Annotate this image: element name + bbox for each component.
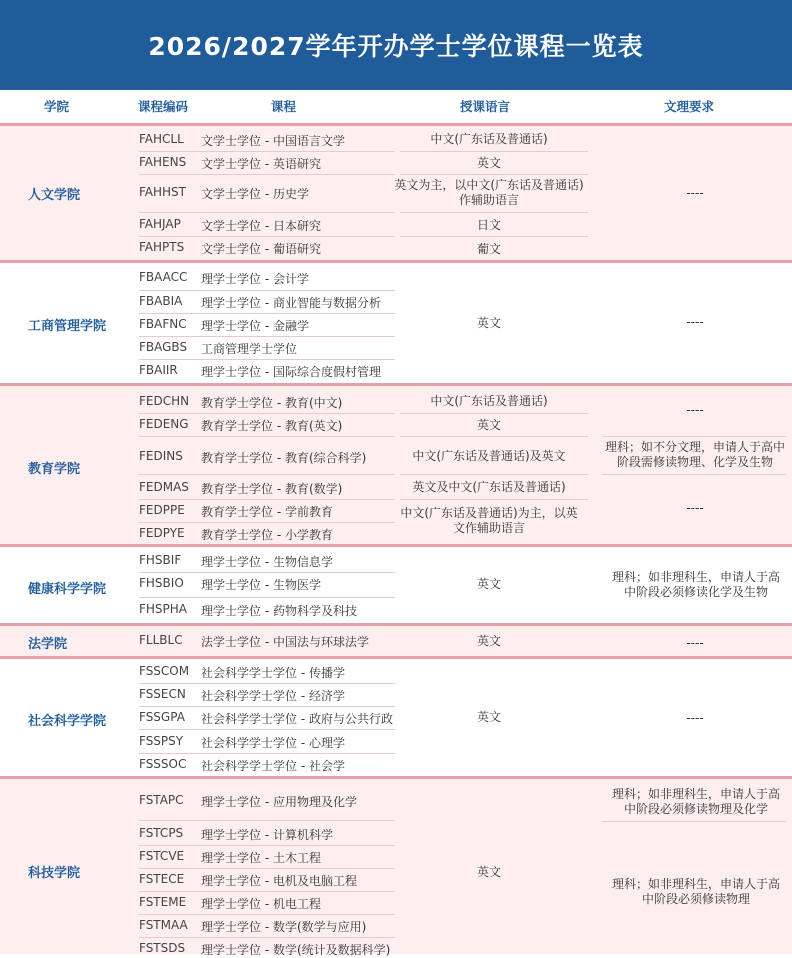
row-divider — [139, 729, 395, 730]
course-code: FEDMAS — [139, 480, 189, 494]
section-business — [0, 263, 792, 383]
course-language: 英文为主，以中文(广东话及普通话)作辅助语言 — [394, 178, 584, 207]
row-divider — [139, 313, 395, 314]
course-name: 理学士学位 - 数学(统计及数据科学) — [201, 943, 391, 957]
course-name: 理学士学位 - 生物信息学 — [201, 555, 333, 569]
course-code: FBAGBS — [139, 340, 188, 354]
requirement: ---- — [686, 711, 704, 725]
course-language: 英文 — [476, 156, 501, 170]
requirement: 理科；如不分文理，申请人于高中阶段需修读物理、化学及生物 — [604, 440, 785, 469]
page-title: 2026/2027学年开办学士学位课程一览表 — [148, 32, 644, 61]
course-language: 英文 — [476, 418, 501, 432]
row-divider — [139, 868, 395, 869]
course-language: 英文 — [476, 577, 501, 591]
course-language: 英文 — [476, 710, 501, 724]
row-divider — [139, 174, 395, 175]
requirement: 理科；如非理科生，申请人于高中阶段必须修读化学及生物 — [611, 570, 780, 599]
course-language: 中文(广东话及普通话)为主，以英文作辅助语言 — [400, 506, 578, 535]
course-language: 葡文 — [476, 242, 501, 256]
college-name: 法学院 — [28, 637, 68, 652]
row-divider — [400, 212, 588, 213]
row-divider — [139, 436, 395, 437]
section-health — [0, 547, 792, 623]
row-divider — [139, 891, 395, 892]
section-education — [0, 386, 792, 544]
row-divider — [139, 151, 395, 152]
course-name: 社会科学学士学位 - 政府与公共行政 — [201, 712, 393, 726]
course-code: FEDENG — [139, 417, 189, 431]
requirement: ---- — [686, 403, 704, 417]
course-code: FHSPHA — [139, 602, 188, 616]
course-name: 教育学士学位 - 小学教育 — [201, 528, 333, 542]
course-code: FEDCHN — [139, 394, 190, 408]
course-code: FSTCPS — [139, 826, 184, 840]
row-divider — [139, 474, 395, 475]
course-name: 理学士学位 - 金融学 — [201, 319, 309, 333]
row-divider — [139, 359, 395, 360]
row-divider — [139, 845, 395, 846]
course-code: FLLBLC — [139, 633, 183, 647]
course-code: FEDINS — [139, 449, 183, 463]
course-code: FSTMAA — [139, 918, 188, 932]
course-code: FAHCLL — [139, 132, 184, 146]
course-name: 文学士学位 - 中国语言文学 — [201, 134, 345, 148]
section-law — [0, 626, 792, 656]
row-divider — [400, 151, 588, 152]
course-code: FBAFNC — [139, 317, 187, 331]
row-divider — [139, 753, 395, 754]
course-language: 日文 — [476, 218, 501, 232]
course-name: 理学士学位 - 商业智能与数据分析 — [201, 296, 381, 310]
row-divider — [139, 522, 395, 523]
row-divider — [602, 821, 786, 822]
course-language: 英文 — [476, 865, 501, 879]
course-code: FAHENS — [139, 155, 187, 169]
course-code: FAHJAP — [139, 217, 181, 231]
row-divider — [139, 683, 395, 684]
college-name: 科技学院 — [28, 866, 81, 881]
row-divider — [139, 597, 395, 598]
course-name: 文学士学位 - 历史学 — [201, 187, 309, 201]
row-divider — [400, 413, 588, 414]
row-divider — [139, 820, 395, 821]
header-requirement: 文理要求 — [664, 99, 715, 114]
course-code: FSSSOC — [139, 757, 187, 771]
course-language: 英文 — [476, 634, 501, 648]
row-divider — [400, 236, 588, 237]
section-social-sciences — [0, 659, 792, 776]
course-name: 工商管理学士学位 — [201, 342, 298, 356]
college-name: 健康科学学院 — [28, 582, 107, 597]
row-divider — [602, 436, 786, 437]
course-language: 中文(广东话及普通话)及英文 — [412, 449, 566, 463]
row-divider — [139, 937, 395, 938]
course-name: 理学士学位 - 药物科学及科技 — [201, 604, 357, 618]
college-name: 工商管理学院 — [28, 319, 107, 334]
section-science-technology — [0, 779, 792, 957]
requirement: ---- — [686, 501, 704, 515]
course-name: 社会科学学士学位 - 经济学 — [201, 689, 345, 703]
course-language: 中文(广东话及普通话) — [430, 394, 548, 408]
course-code: FSSGPA — [139, 710, 185, 724]
course-name: 社会科学学士学位 - 社会学 — [201, 759, 345, 773]
header-language: 授课语言 — [460, 99, 511, 114]
course-name: 理学士学位 - 电机及电脑工程 — [201, 874, 357, 888]
course-name: 文学士学位 - 葡语研究 — [201, 242, 321, 256]
row-divider — [139, 336, 395, 337]
college-name: 社会科学学院 — [28, 714, 107, 729]
course-code: FHSBIF — [139, 553, 182, 567]
course-code: FSTCVE — [139, 849, 185, 863]
course-name: 教育学士学位 - 教育(中文) — [201, 396, 343, 410]
course-code: FBAIIR — [139, 363, 178, 377]
row-divider — [139, 413, 395, 414]
row-divider — [139, 499, 395, 500]
course-name: 理学士学位 - 生物医学 — [201, 578, 321, 592]
table-header — [0, 90, 792, 124]
course-code: FBAACC — [139, 270, 188, 284]
course-name: 理学士学位 - 数学(数学与应用) — [201, 920, 367, 934]
course-name: 社会科学学士学位 - 传播学 — [201, 666, 345, 680]
course-code: FBABIA — [139, 294, 183, 308]
college-name: 人文学院 — [28, 188, 81, 203]
college-name: 教育学院 — [28, 462, 81, 477]
section-humanities — [0, 126, 792, 260]
course-name: 教育学士学位 - 教育(综合科学) — [201, 451, 367, 465]
row-divider — [139, 212, 395, 213]
row-divider — [400, 174, 588, 175]
course-language: 英文及中文(广东话及普通话) — [412, 480, 566, 494]
requirement: ---- — [686, 636, 704, 650]
course-code: FSTEME — [139, 895, 187, 909]
row-divider — [139, 290, 395, 291]
row-divider — [139, 572, 395, 573]
course-name: 理学士学位 - 土木工程 — [201, 851, 321, 865]
course-code: FSSPSY — [139, 734, 184, 748]
course-name: 理学士学位 - 会计学 — [201, 272, 309, 286]
requirement: ---- — [686, 315, 704, 329]
course-code: FSTAPC — [139, 793, 184, 807]
course-name: 教育学士学位 - 学前教育 — [201, 505, 333, 519]
course-language: 英文 — [476, 316, 501, 330]
header-code: 课程编码 — [138, 99, 189, 114]
requirement: 理科；如非理科生，申请人于高中阶段必须修读物理 — [611, 877, 780, 906]
row-divider — [400, 436, 588, 437]
header-course: 课程 — [271, 99, 297, 114]
course-code: FEDPPE — [139, 503, 185, 517]
course-code: FAHPTS — [139, 240, 185, 254]
course-language: 中文(广东话及普通话) — [430, 132, 548, 146]
course-name: 法学士学位 - 中国法与环球法学 — [201, 635, 369, 649]
requirement: ---- — [686, 186, 704, 200]
course-name: 理学士学位 - 机电工程 — [201, 897, 321, 911]
course-code: FSTECE — [139, 872, 185, 886]
course-code: FAHHST — [139, 185, 187, 199]
course-code: FEDPYE — [139, 526, 185, 540]
course-name: 理学士学位 - 计算机科学 — [201, 828, 333, 842]
row-divider — [139, 706, 395, 707]
course-code: FSTSDS — [139, 941, 186, 955]
course-code: FHSBIO — [139, 576, 184, 590]
course-name: 教育学士学位 - 教育(英文) — [201, 419, 343, 433]
row-divider — [139, 236, 395, 237]
course-name: 理学士学位 - 国际综合度假村管理 — [201, 365, 381, 379]
course-name: 文学士学位 - 英语研究 — [201, 157, 321, 171]
requirement: 理科；如非理科生，申请人于高中阶段必须修读物理及化学 — [611, 787, 780, 816]
row-divider — [602, 474, 786, 475]
row-divider — [139, 914, 395, 915]
course-name: 教育学士学位 - 教育(数学) — [201, 482, 343, 496]
row-divider — [400, 474, 588, 475]
course-name: 社会科学学士学位 - 心理学 — [201, 736, 345, 750]
row-divider — [400, 499, 588, 500]
course-name: 文学士学位 - 日本研究 — [201, 219, 321, 233]
course-code: FSSECN — [139, 687, 186, 701]
course-code: FSSCOM — [139, 664, 190, 678]
course-name: 理学士学位 - 应用物理及化学 — [201, 795, 357, 809]
title-bar — [0, 0, 792, 90]
header-college: 学院 — [44, 99, 70, 114]
